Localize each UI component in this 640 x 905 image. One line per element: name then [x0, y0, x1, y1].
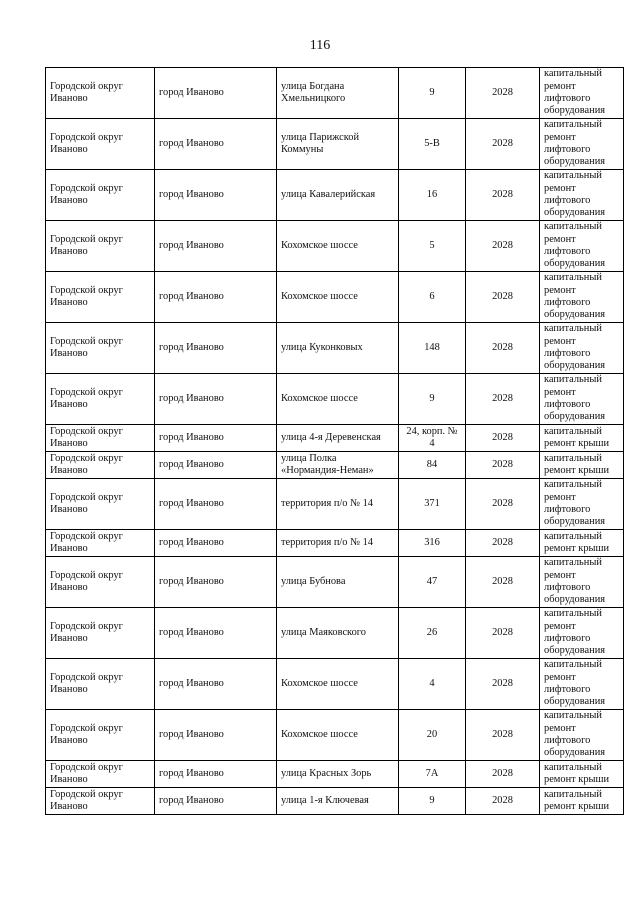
- work-type-cell: капитальный ремонт лифтового оборудования: [540, 479, 624, 530]
- street-cell: улица Бубнова: [277, 557, 399, 608]
- table-row: [46, 788, 624, 815]
- table-row: [46, 170, 624, 221]
- work-type-cell: капитальный ремонт лифтового оборудования: [540, 221, 624, 272]
- city-cell: город Иваново: [155, 425, 277, 452]
- year-cell: 2028: [466, 68, 540, 119]
- work-type-cell: капитальный ремонт лифтового оборудования: [540, 119, 624, 170]
- city-cell: город Иваново: [155, 659, 277, 710]
- okrug-cell: Городской округ Иваново: [46, 119, 155, 170]
- year-cell: 2028: [466, 479, 540, 530]
- street-cell: территория п/о № 14: [277, 530, 399, 557]
- okrug-cell: Городской округ Иваново: [46, 221, 155, 272]
- table-row: [46, 659, 624, 710]
- year-cell: 2028: [466, 659, 540, 710]
- table-row: [46, 323, 624, 374]
- work-type-cell: капитальный ремонт крыши: [540, 761, 624, 788]
- house-number-cell: 148: [399, 323, 466, 374]
- house-number-cell: 9: [399, 788, 466, 815]
- okrug-cell: Городской округ Иваново: [46, 710, 155, 761]
- work-type-cell: капитальный ремонт лифтового оборудования: [540, 170, 624, 221]
- house-number-cell: 16: [399, 170, 466, 221]
- year-cell: 2028: [466, 557, 540, 608]
- table-row: [46, 272, 624, 323]
- okrug-cell: Городской округ Иваново: [46, 788, 155, 815]
- table-row: [46, 557, 624, 608]
- work-type-cell: капитальный ремонт лифтового оборудования: [540, 272, 624, 323]
- city-cell: город Иваново: [155, 530, 277, 557]
- street-cell: улица Полка «Нормандия-Неман»: [277, 452, 399, 479]
- year-cell: 2028: [466, 608, 540, 659]
- okrug-cell: Городской округ Иваново: [46, 557, 155, 608]
- city-cell: город Иваново: [155, 608, 277, 659]
- city-cell: город Иваново: [155, 761, 277, 788]
- city-cell: город Иваново: [155, 272, 277, 323]
- work-type-cell: капитальный ремонт лифтового оборудования: [540, 608, 624, 659]
- house-number-cell: 371: [399, 479, 466, 530]
- street-cell: Кохомское шоссе: [277, 710, 399, 761]
- year-cell: 2028: [466, 221, 540, 272]
- year-cell: 2028: [466, 119, 540, 170]
- work-type-cell: капитальный ремонт лифтового оборудования: [540, 659, 624, 710]
- year-cell: 2028: [466, 761, 540, 788]
- okrug-cell: Городской округ Иваново: [46, 68, 155, 119]
- okrug-cell: Городской округ Иваново: [46, 761, 155, 788]
- street-cell: Кохомское шоссе: [277, 272, 399, 323]
- city-cell: город Иваново: [155, 170, 277, 221]
- house-number-cell: 6: [399, 272, 466, 323]
- table-row: [46, 608, 624, 659]
- street-cell: улица 1-я Ключевая: [277, 788, 399, 815]
- table-row: [46, 761, 624, 788]
- table-row: [46, 221, 624, 272]
- okrug-cell: Городской округ Иваново: [46, 659, 155, 710]
- page-number: 116: [309, 38, 331, 53]
- street-cell: Кохомское шоссе: [277, 374, 399, 425]
- city-cell: город Иваново: [155, 557, 277, 608]
- table-row: [46, 68, 624, 119]
- city-cell: город Иваново: [155, 221, 277, 272]
- okrug-cell: Городской округ Иваново: [46, 608, 155, 659]
- year-cell: 2028: [466, 425, 540, 452]
- house-number-cell: 5: [399, 221, 466, 272]
- year-cell: 2028: [466, 323, 540, 374]
- street-cell: улица Куконковых: [277, 323, 399, 374]
- year-cell: 2028: [466, 710, 540, 761]
- work-type-cell: капитальный ремонт лифтового оборудования: [540, 323, 624, 374]
- okrug-cell: Городской округ Иваново: [46, 530, 155, 557]
- table-row: [46, 479, 624, 530]
- house-number-cell: 9: [399, 374, 466, 425]
- okrug-cell: Городской округ Иваново: [46, 452, 155, 479]
- table-row: [46, 530, 624, 557]
- city-cell: город Иваново: [155, 323, 277, 374]
- city-cell: город Иваново: [155, 68, 277, 119]
- street-cell: улица Кавалерийская: [277, 170, 399, 221]
- work-type-cell: капитальный ремонт крыши: [540, 530, 624, 557]
- okrug-cell: Городской округ Иваново: [46, 374, 155, 425]
- house-number-cell: 84: [399, 452, 466, 479]
- year-cell: 2028: [466, 530, 540, 557]
- street-cell: улица Парижской Коммуны: [277, 119, 399, 170]
- work-type-cell: капитальный ремонт лифтового оборудования: [540, 557, 624, 608]
- table-row: [46, 710, 624, 761]
- okrug-cell: Городской округ Иваново: [46, 479, 155, 530]
- house-number-cell: 47: [399, 557, 466, 608]
- table-row: [46, 452, 624, 479]
- city-cell: город Иваново: [155, 788, 277, 815]
- work-type-cell: капитальный ремонт крыши: [540, 425, 624, 452]
- street-cell: улица 4-я Деревенская: [277, 425, 399, 452]
- city-cell: город Иваново: [155, 374, 277, 425]
- repair-register-table: [45, 67, 624, 815]
- city-cell: город Иваново: [155, 452, 277, 479]
- street-cell: территория п/о № 14: [277, 479, 399, 530]
- year-cell: 2028: [466, 170, 540, 221]
- table-row: [46, 374, 624, 425]
- house-number-cell: 9: [399, 68, 466, 119]
- house-number-cell: 26: [399, 608, 466, 659]
- street-cell: Кохомское шоссе: [277, 659, 399, 710]
- table-row: [46, 425, 624, 452]
- street-cell: улица Маяковского: [277, 608, 399, 659]
- street-cell: улица Богдана Хмельницкого: [277, 68, 399, 119]
- table-row: [46, 119, 624, 170]
- work-type-cell: капитальный ремонт лифтового оборудования: [540, 374, 624, 425]
- city-cell: город Иваново: [155, 479, 277, 530]
- year-cell: 2028: [466, 374, 540, 425]
- house-number-cell: 20: [399, 710, 466, 761]
- street-cell: улица Красных Зорь: [277, 761, 399, 788]
- okrug-cell: Городской округ Иваново: [46, 170, 155, 221]
- year-cell: 2028: [466, 272, 540, 323]
- house-number-cell: 7А: [399, 761, 466, 788]
- house-number-cell: 4: [399, 659, 466, 710]
- work-type-cell: капитальный ремонт крыши: [540, 452, 624, 479]
- okrug-cell: Городской округ Иваново: [46, 323, 155, 374]
- year-cell: 2028: [466, 788, 540, 815]
- street-cell: Кохомское шоссе: [277, 221, 399, 272]
- house-number-cell: 5-В: [399, 119, 466, 170]
- work-type-cell: капитальный ремонт крыши: [540, 788, 624, 815]
- city-cell: город Иваново: [155, 710, 277, 761]
- house-number-cell: 316: [399, 530, 466, 557]
- house-number-cell: 24, корп. № 4: [399, 425, 466, 452]
- city-cell: город Иваново: [155, 119, 277, 170]
- okrug-cell: Городской округ Иваново: [46, 272, 155, 323]
- year-cell: 2028: [466, 452, 540, 479]
- okrug-cell: Городской округ Иваново: [46, 425, 155, 452]
- work-type-cell: капитальный ремонт лифтового оборудования: [540, 710, 624, 761]
- work-type-cell: капитальный ремонт лифтового оборудования: [540, 68, 624, 119]
